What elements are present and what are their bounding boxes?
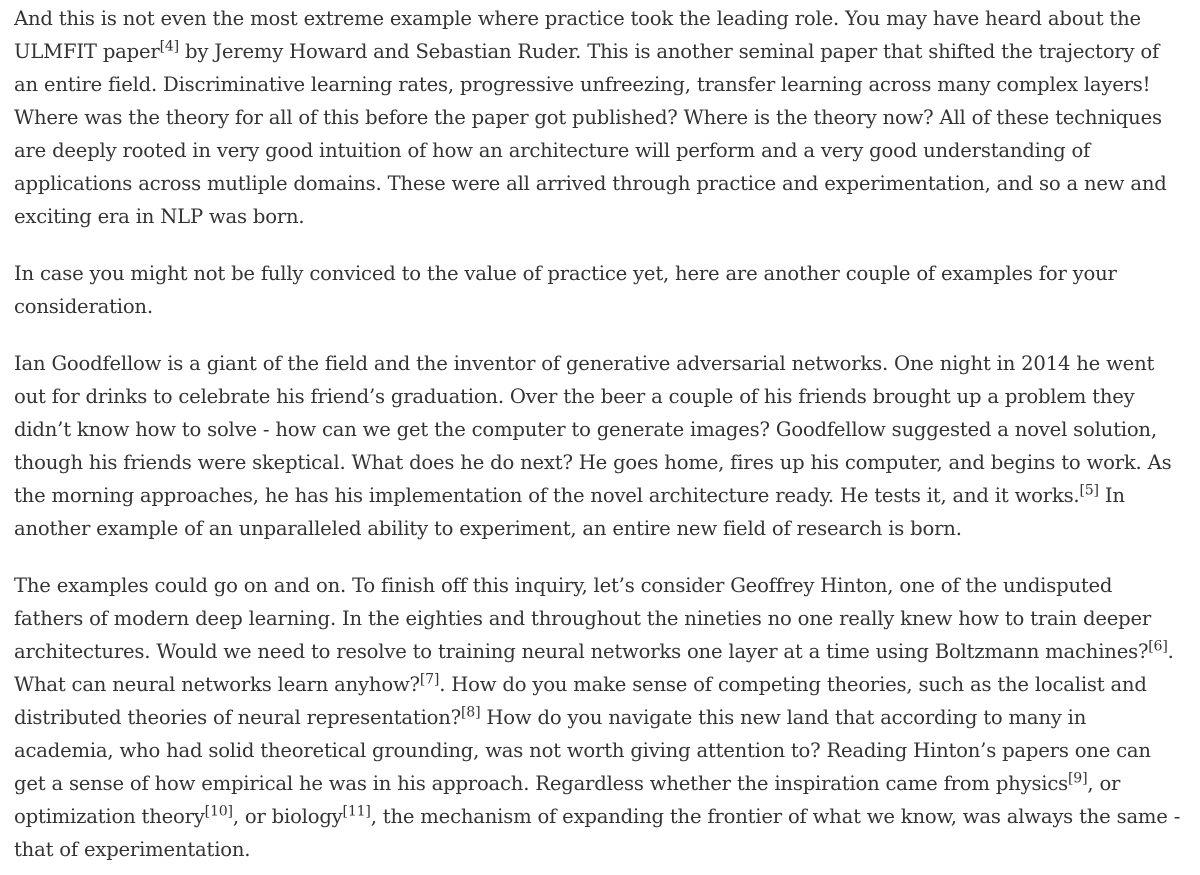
- paragraph-text: by Jeremy Howard and Sebastian Ruder. This is another seminal paper that shifted the trajectory of an entire field. Discriminative learning rates, progressive unfreezing, transfer learning across many complex layers! Where was the theory for all of this before the paper got published? Where is the theory now? All of these techniques are deeply rooted in very good intuition of how an architecture will perform and a very good understanding of applications across mutliple domains. These were all arrived through practice and experimentation, and so a new and exciting era in NLP was born.: [14, 40, 1167, 228]
- paragraph-text: In case you might not be fully conviced to the value of practice yet, here are another couple of examples for your consideration.: [14, 262, 1117, 318]
- footnote-link-5[interactable]: [5]: [1079, 482, 1099, 499]
- paragraph-text: , or biology: [232, 805, 343, 828]
- paragraph-text: , or optimization theory: [14, 772, 1121, 828]
- footnote-link-11[interactable]: [11]: [342, 803, 371, 820]
- footnote-link-10[interactable]: [10]: [204, 803, 233, 820]
- paragraph-text: How do you navigate this new land that according to many in academia, who had solid theoretical grounding, was not worth giving attention to? Reading Hinton’s papers one can get a sense of how empirical he was in his approach. Regardless whether the inspiration came from physics: [14, 706, 1151, 795]
- paragraph-text: . How do you make sense of competing theories, such as the localist and distributed theories of neural representation?: [14, 673, 1147, 729]
- paragraph-ulmfit: [14, 2, 1186, 233]
- footnote-link-8[interactable]: [8]: [460, 704, 481, 721]
- footnote-ref-6[interactable]: [1148, 638, 1167, 654]
- footnote-link-4[interactable]: [4]: [159, 38, 179, 55]
- footnote-ref-4[interactable]: [160, 38, 179, 54]
- paragraph-text: Ian Goodfellow is a giant of the field and the inventor of generative adversarial networks. One night in 2014 he went out for drinks to celebrate his friend’s graduation. Over the beer a couple of his friends brought up a problem they didn’t know how to solve - how can we get the computer to generate images? Goodfellow suggested a novel solution, though his friends were skeptical. What does he do next? He goes home, fires up his computer, and begins to work. As the morning approaches, he has his implementation of the novel architecture ready. He tests it, and it works.: [14, 352, 1172, 507]
- footnote-ref-8[interactable]: [461, 704, 480, 720]
- paragraph-text: , the mechanism of expanding the frontier of what we know, was always the same - that of experimentation.: [14, 805, 1181, 861]
- footnote-ref-5[interactable]: [1079, 482, 1098, 498]
- footnote-ref-9[interactable]: [1068, 770, 1087, 786]
- footnote-link-7[interactable]: [7]: [419, 671, 440, 688]
- footnote-link-6[interactable]: [6]: [1148, 638, 1168, 655]
- footnote-ref-11[interactable]: [343, 803, 371, 819]
- paragraph-text: The examples could go on and on. To finish off this inquiry, let’s consider Geoffrey Hinton, one of the undisputed fathers of modern deep learning. In the eighties and throughout the nineties no one really knew how to train deeper architectures. Would we need to resolve to training neural networks one layer at a time using Boltzmann machines?: [14, 574, 1152, 663]
- paragraph-practice-value: [14, 257, 1186, 323]
- footnote-ref-10[interactable]: [205, 803, 233, 819]
- paragraph-goodfellow: [14, 347, 1186, 545]
- paragraph-text: And this is not even the most extreme example where practice took the leading role. You may have heard about the ULMFIT paper: [14, 7, 1141, 63]
- paragraph-text: In another example of an unparalleled ability to experiment, an entire new field of research is born.: [14, 484, 1125, 540]
- paragraph-hinton: [14, 569, 1186, 866]
- footnote-ref-7[interactable]: [420, 671, 439, 687]
- footnote-link-9[interactable]: [9]: [1068, 770, 1088, 787]
- paragraph-text: . What can neural networks learn anyhow?: [14, 640, 1174, 696]
